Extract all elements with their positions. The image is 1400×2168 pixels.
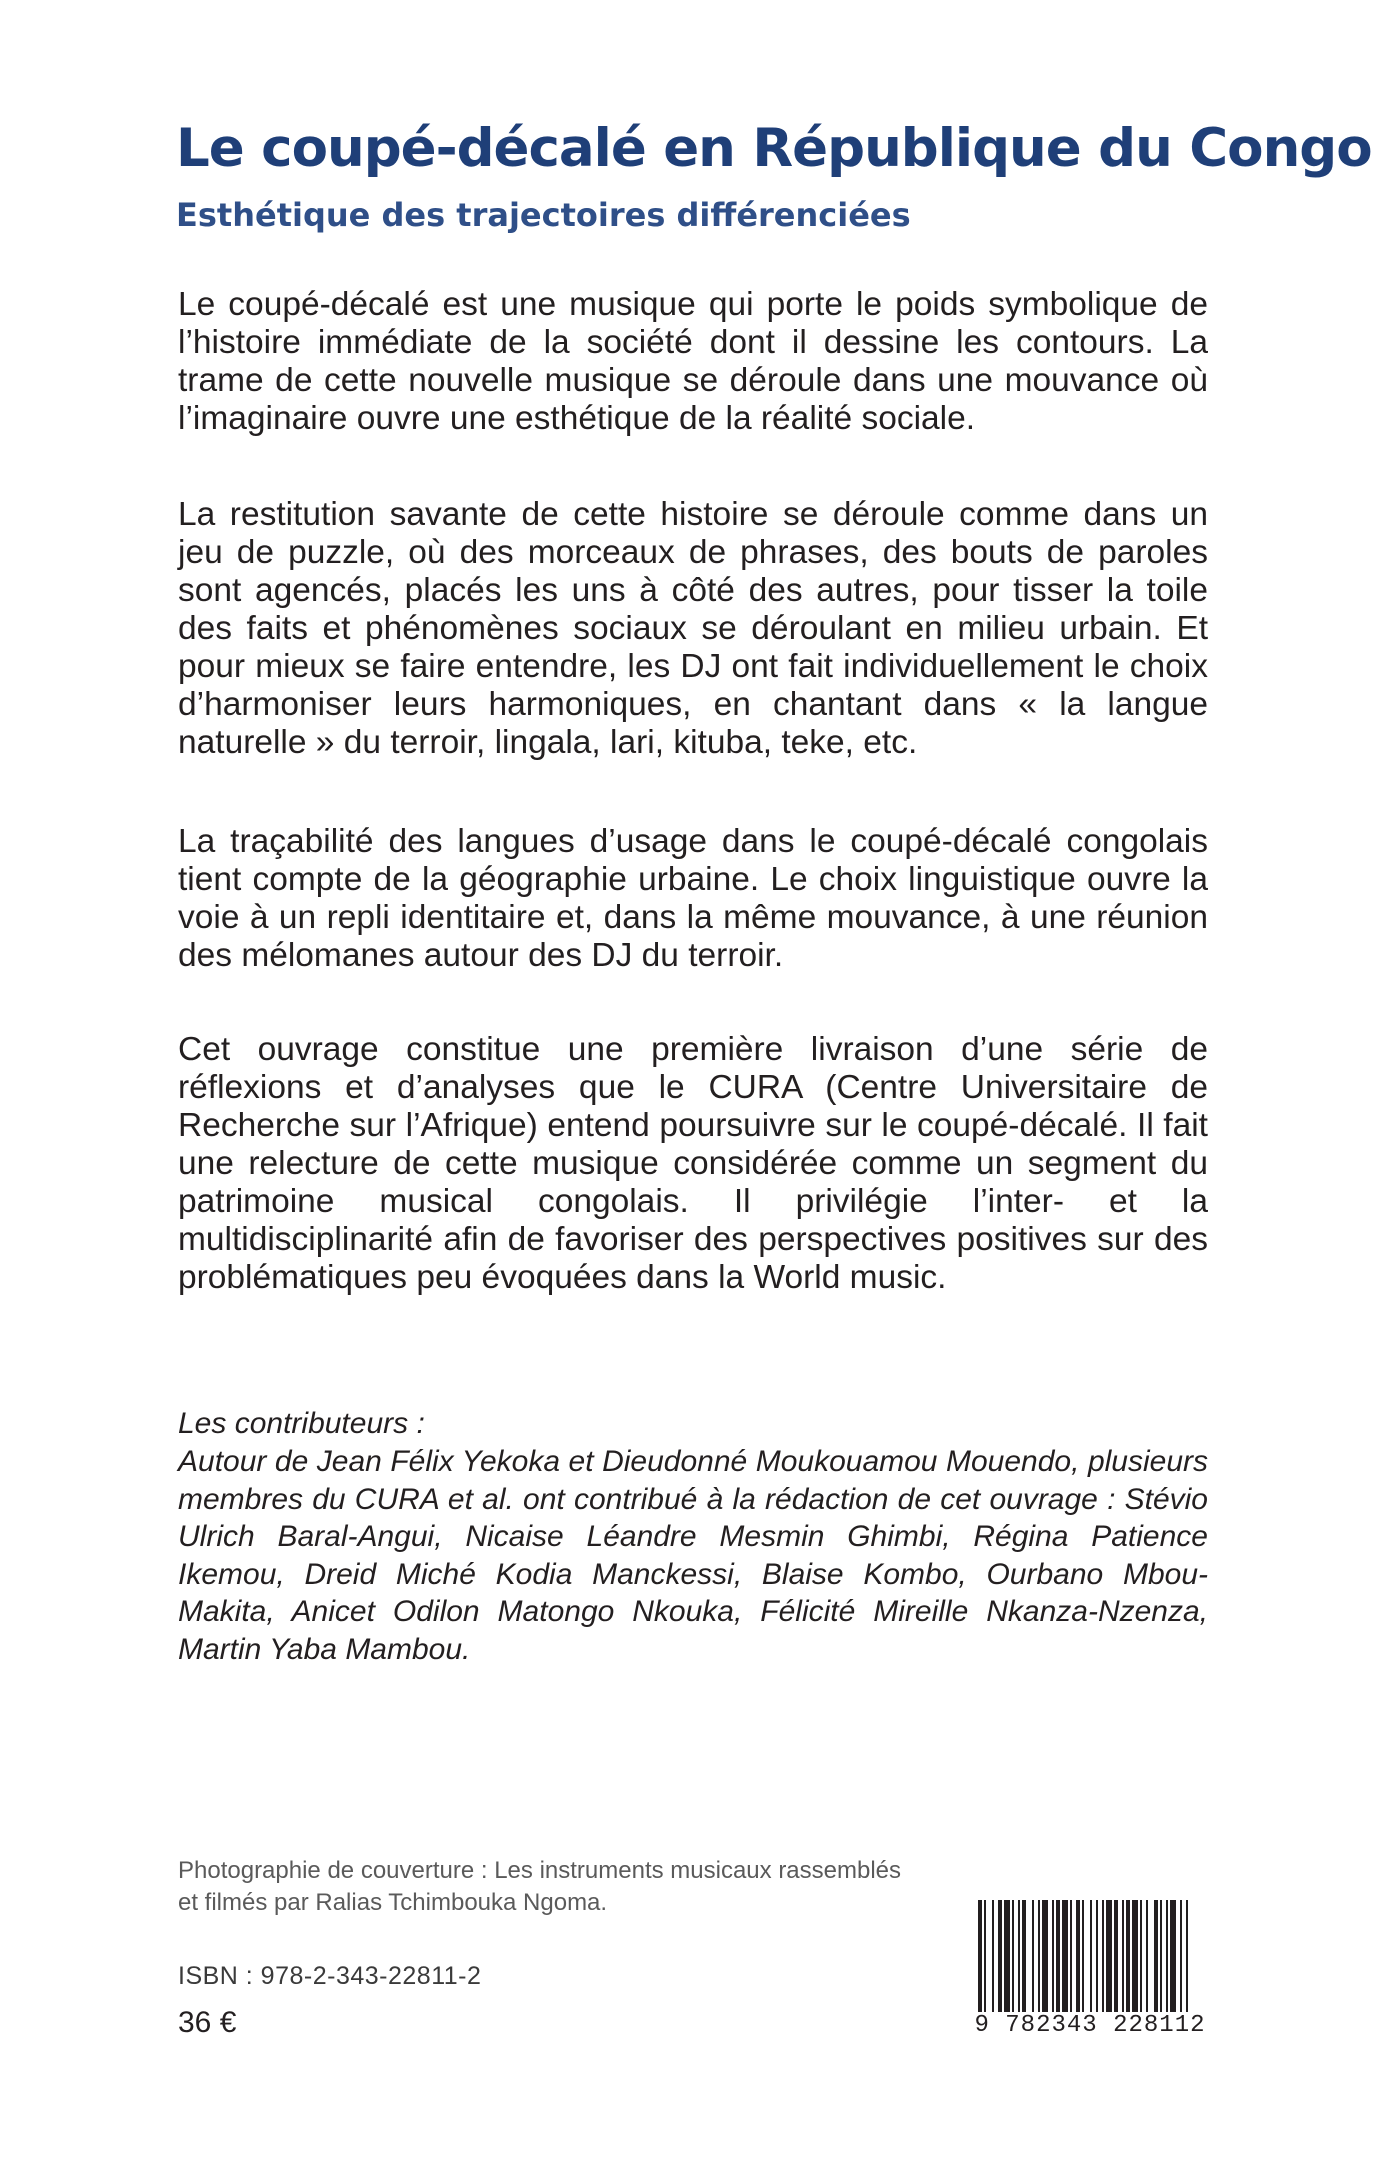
barcode-bar bbox=[1032, 1900, 1034, 2012]
barcode-bar bbox=[1038, 1900, 1040, 2012]
barcode-bar bbox=[1160, 1900, 1162, 2012]
contributors-list: Autour de Jean Félix Yekoka et Dieudonné Moukouamou Mouendo, plusieurs membres du CURA et al. ont contribué à la rédaction de cet ouvrage : Stévio Ulrich Baral-Angui, Nicaise Léandre Mesmin Ghimbi, Régina Patience Ikemou, Dreid Miché Kodia Manckessi, Blaise Kombo, Ourbano Mbou-Makita, Anicet Odilon Matongo Nkouka, Félicité Mireille Nkanza-Nzenza, Martin Yaba Mambou. bbox=[178, 1445, 1208, 1666]
barcode-bar bbox=[1082, 1900, 1084, 2028]
barcode-bar bbox=[1186, 1900, 1188, 2028]
barcode-bar bbox=[1022, 1900, 1026, 2012]
barcode-bar bbox=[1096, 1900, 1098, 2012]
barcode-bar bbox=[1102, 1900, 1104, 2012]
summary-paragraph-4: Cet ouvrage constitue une première livraison d’une série de réflexions et d’analyses que le CURA (Centre Universitaire de Recherche sur l’Afrique) entend poursuivre sur le coupé-décalé. Il fait une relecture de cette musique considérée comme un segment du patrimoine musical congolais. Il privilégie l’inter- et la multidisciplinarité afin de favoriser des perspectives positives sur des problématiques peu évoquées dans la World music. bbox=[178, 1031, 1208, 1296]
barcode-bar bbox=[1018, 1900, 1020, 2012]
barcode-bar bbox=[1076, 1900, 1080, 2012]
barcode-bar bbox=[1114, 1900, 1118, 2012]
summary-paragraph-3: La traçabilité des langues d’usage dans le coupé-décalé congolais tient compte de la géographie urbaine. Le choix linguistique ouvre la voie à un repli identitaire et, dans la même mouvance, à une réunion des mélomanes autour des DJ du terroir. bbox=[178, 823, 1208, 974]
barcode-bar bbox=[1056, 1900, 1060, 2012]
barcode-bar bbox=[1070, 1900, 1072, 2012]
barcode-bar bbox=[1146, 1900, 1148, 2012]
barcode-bar bbox=[992, 1900, 994, 2012]
barcode-bar bbox=[1126, 1900, 1130, 2012]
cover-photo-credit bbox=[178, 1855, 978, 1919]
book-title: Le coupé-décalé en République du Congo bbox=[176, 118, 1372, 179]
barcode-bar bbox=[1180, 1900, 1182, 2012]
barcode-bar bbox=[1090, 1900, 1092, 2028]
isbn: ISBN : 978-2-343-22811-2 bbox=[178, 1962, 482, 1990]
barcode-bar bbox=[998, 1900, 1002, 2012]
barcode-bar bbox=[1132, 1900, 1138, 2012]
barcode-bar bbox=[1140, 1900, 1142, 2012]
barcode-bar bbox=[1062, 1900, 1068, 2012]
barcode-bar bbox=[1170, 1900, 1176, 2012]
book-subtitle: Esthétique des trajectoires différenciées bbox=[176, 196, 911, 234]
barcode-digits: 9 782343 228112 bbox=[972, 2012, 1208, 2039]
barcode bbox=[972, 1896, 1208, 2046]
barcode-bar bbox=[1166, 1900, 1168, 2012]
barcode-bar bbox=[1012, 1900, 1014, 2012]
barcode-bar bbox=[1052, 1900, 1054, 2012]
barcode-bar bbox=[1004, 1900, 1010, 2012]
cover-credit-line-1: Photographie de couverture : Les instruments musicaux rassemblés bbox=[178, 1857, 902, 1884]
summary-paragraph-2: La restitution savante de cette histoire se déroule comme dans un jeu de puzzle, où des morceaux de phrases, des bouts de paroles sont agencés, placés les uns à côté des autres, pour tisser la toile des faits et phénomènes sociaux se déroulant en milieu urbain. Et pour mieux se faire entendre, les DJ ont fait individuellement le choix d’harmoniser leurs harmoniques, en chantant dans « la langue naturelle » du terroir, lingala, lari, kituba, teke, etc. bbox=[178, 496, 1208, 761]
price: 36 € bbox=[178, 2006, 237, 2039]
barcode-bar bbox=[1106, 1900, 1112, 2012]
contributors-heading: Les contributeurs : bbox=[178, 1407, 425, 1440]
summary-paragraph-1: Le coupé-décalé est une musique qui porte le poids symbolique de l’histoire immédiate de la société dont il dessine les contours. La trame de cette nouvelle musique se déroule dans une mouvance où l’imaginaire ouvre une esthétique de la réalité sociale. bbox=[178, 286, 1208, 437]
barcode-bar bbox=[984, 1900, 986, 2028]
barcode-bar bbox=[1042, 1900, 1048, 2012]
barcode-bar bbox=[1154, 1900, 1158, 2012]
barcode-bar bbox=[978, 1900, 982, 2028]
barcode-bar bbox=[1122, 1900, 1124, 2012]
cover-credit-line-2: et filmés par Ralias Tchimbouka Ngoma. bbox=[178, 1889, 608, 1916]
